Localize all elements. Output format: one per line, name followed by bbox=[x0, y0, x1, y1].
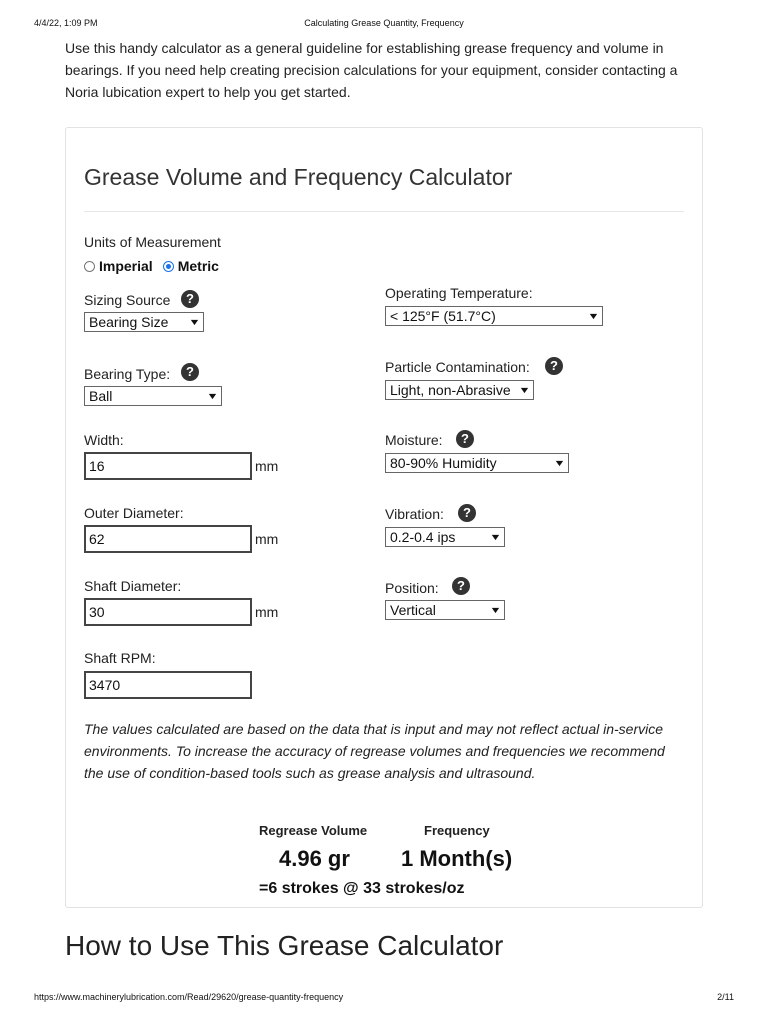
shaft-diameter-input[interactable]: 30 bbox=[84, 598, 252, 626]
sizing-source-help-icon[interactable]: ? bbox=[181, 290, 199, 308]
frequency-value: 1 Month(s) bbox=[401, 846, 513, 871]
regrease-volume-value: 4.96 gr bbox=[279, 846, 350, 871]
title-divider bbox=[84, 211, 684, 212]
moisture-select[interactable] bbox=[385, 453, 569, 473]
width-input[interactable]: 16 bbox=[84, 452, 252, 480]
chevron-down-icon: ▼ bbox=[553, 458, 566, 468]
regrease-volume-label: Regrease Volume bbox=[259, 823, 368, 838]
print-page-number: 2/11 bbox=[717, 992, 734, 1002]
particle-contamination-help-icon[interactable]: ? bbox=[545, 357, 563, 375]
intro-paragraph: Use this handy calculator as a general guideline for establishing grease frequency and volume in bearings. If you need help creating precision calculations for your equipment, consider contacting a Noria lubication expert to help you get started. bbox=[65, 40, 678, 100]
shaft-diameter-unit: mm bbox=[255, 604, 279, 620]
shaft-rpm-input[interactable]: 3470 bbox=[84, 671, 252, 699]
chevron-down-icon: ▼ bbox=[587, 311, 600, 321]
strokes-text: =6 strokes @ 33 strokes/oz bbox=[259, 880, 465, 897]
bearing-type-value: Ball bbox=[89, 388, 113, 404]
outer-diameter-label: Outer Diameter: bbox=[84, 505, 184, 521]
section-heading: How to Use This Grease Calculator bbox=[65, 930, 504, 961]
chevron-down-icon: ▼ bbox=[188, 317, 201, 327]
metric-radio-label[interactable]: Metric bbox=[177, 258, 219, 274]
position-help-icon[interactable]: ? bbox=[452, 577, 470, 595]
print-doc-title: Calculating Grease Quantity, Frequency bbox=[304, 18, 464, 28]
print-header bbox=[0, 18, 768, 30]
chevron-down-icon: ▼ bbox=[518, 385, 531, 395]
position-select[interactable] bbox=[385, 600, 505, 620]
imperial-radio[interactable] bbox=[84, 261, 95, 272]
print-footer bbox=[0, 992, 768, 1004]
vibration-help-icon[interactable]: ? bbox=[458, 504, 476, 522]
imperial-radio-label[interactable]: Imperial bbox=[99, 258, 153, 274]
outer-diameter-unit: mm bbox=[255, 531, 279, 547]
units-label: Units of Measurement bbox=[84, 234, 221, 250]
metric-radio[interactable] bbox=[163, 261, 174, 272]
shaft-diameter-label: Shaft Diameter: bbox=[84, 578, 182, 594]
particle-contamination-label: Particle Contamination: bbox=[385, 359, 530, 375]
vibration-label: Vibration: bbox=[385, 506, 444, 522]
vibration-select[interactable] bbox=[385, 527, 505, 547]
width-label: Width: bbox=[84, 432, 124, 448]
sizing-source-value: Bearing Size bbox=[89, 314, 169, 330]
sizing-source-select[interactable] bbox=[84, 312, 204, 332]
particle-contamination-select[interactable] bbox=[385, 380, 534, 400]
bearing-type-help-icon[interactable]: ? bbox=[181, 363, 199, 381]
chevron-down-icon: ▼ bbox=[489, 532, 502, 542]
bearing-type-select[interactable] bbox=[84, 386, 222, 406]
width-unit: mm bbox=[255, 458, 279, 474]
units-radio-group bbox=[84, 258, 219, 274]
chevron-down-icon: ▼ bbox=[206, 391, 219, 401]
operating-temperature-label: Operating Temperature: bbox=[385, 285, 533, 301]
calculator-card bbox=[65, 127, 703, 908]
moisture-label: Moisture: bbox=[385, 432, 443, 448]
disclaimer-text: The values calculated are based on the data that is input and may not reflect actual in-service environments. To increase the accuracy of regrease volumes and frequencies we recommend the use of condition-based tools such as grease analysis and ultrasound. bbox=[84, 721, 665, 781]
calculator-title: Grease Volume and Frequency Calculator bbox=[84, 164, 513, 190]
moisture-value: 80-90% Humidity bbox=[390, 455, 497, 471]
chevron-down-icon: ▼ bbox=[489, 605, 502, 615]
print-datetime: 4/4/22, 1:09 PM bbox=[34, 18, 98, 28]
sizing-source-label: Sizing Source bbox=[84, 292, 171, 308]
position-label: Position: bbox=[385, 580, 439, 596]
outer-diameter-input[interactable]: 62 bbox=[84, 525, 252, 553]
bearing-type-label: Bearing Type: bbox=[84, 366, 171, 382]
print-url: https://www.machinerylubrication.com/Read/29620/grease-quantity-frequency bbox=[34, 992, 344, 1002]
operating-temperature-select[interactable] bbox=[385, 306, 603, 326]
vibration-value: 0.2-0.4 ips bbox=[390, 529, 456, 545]
moisture-help-icon[interactable]: ? bbox=[456, 430, 474, 448]
operating-temperature-value: < 125°F (51.7°C) bbox=[390, 308, 496, 324]
position-value: Vertical bbox=[390, 602, 436, 618]
particle-contamination-value: Light, non-Abrasive bbox=[390, 382, 511, 398]
shaft-rpm-label: Shaft RPM: bbox=[84, 650, 156, 666]
frequency-label: Frequency bbox=[424, 823, 490, 838]
